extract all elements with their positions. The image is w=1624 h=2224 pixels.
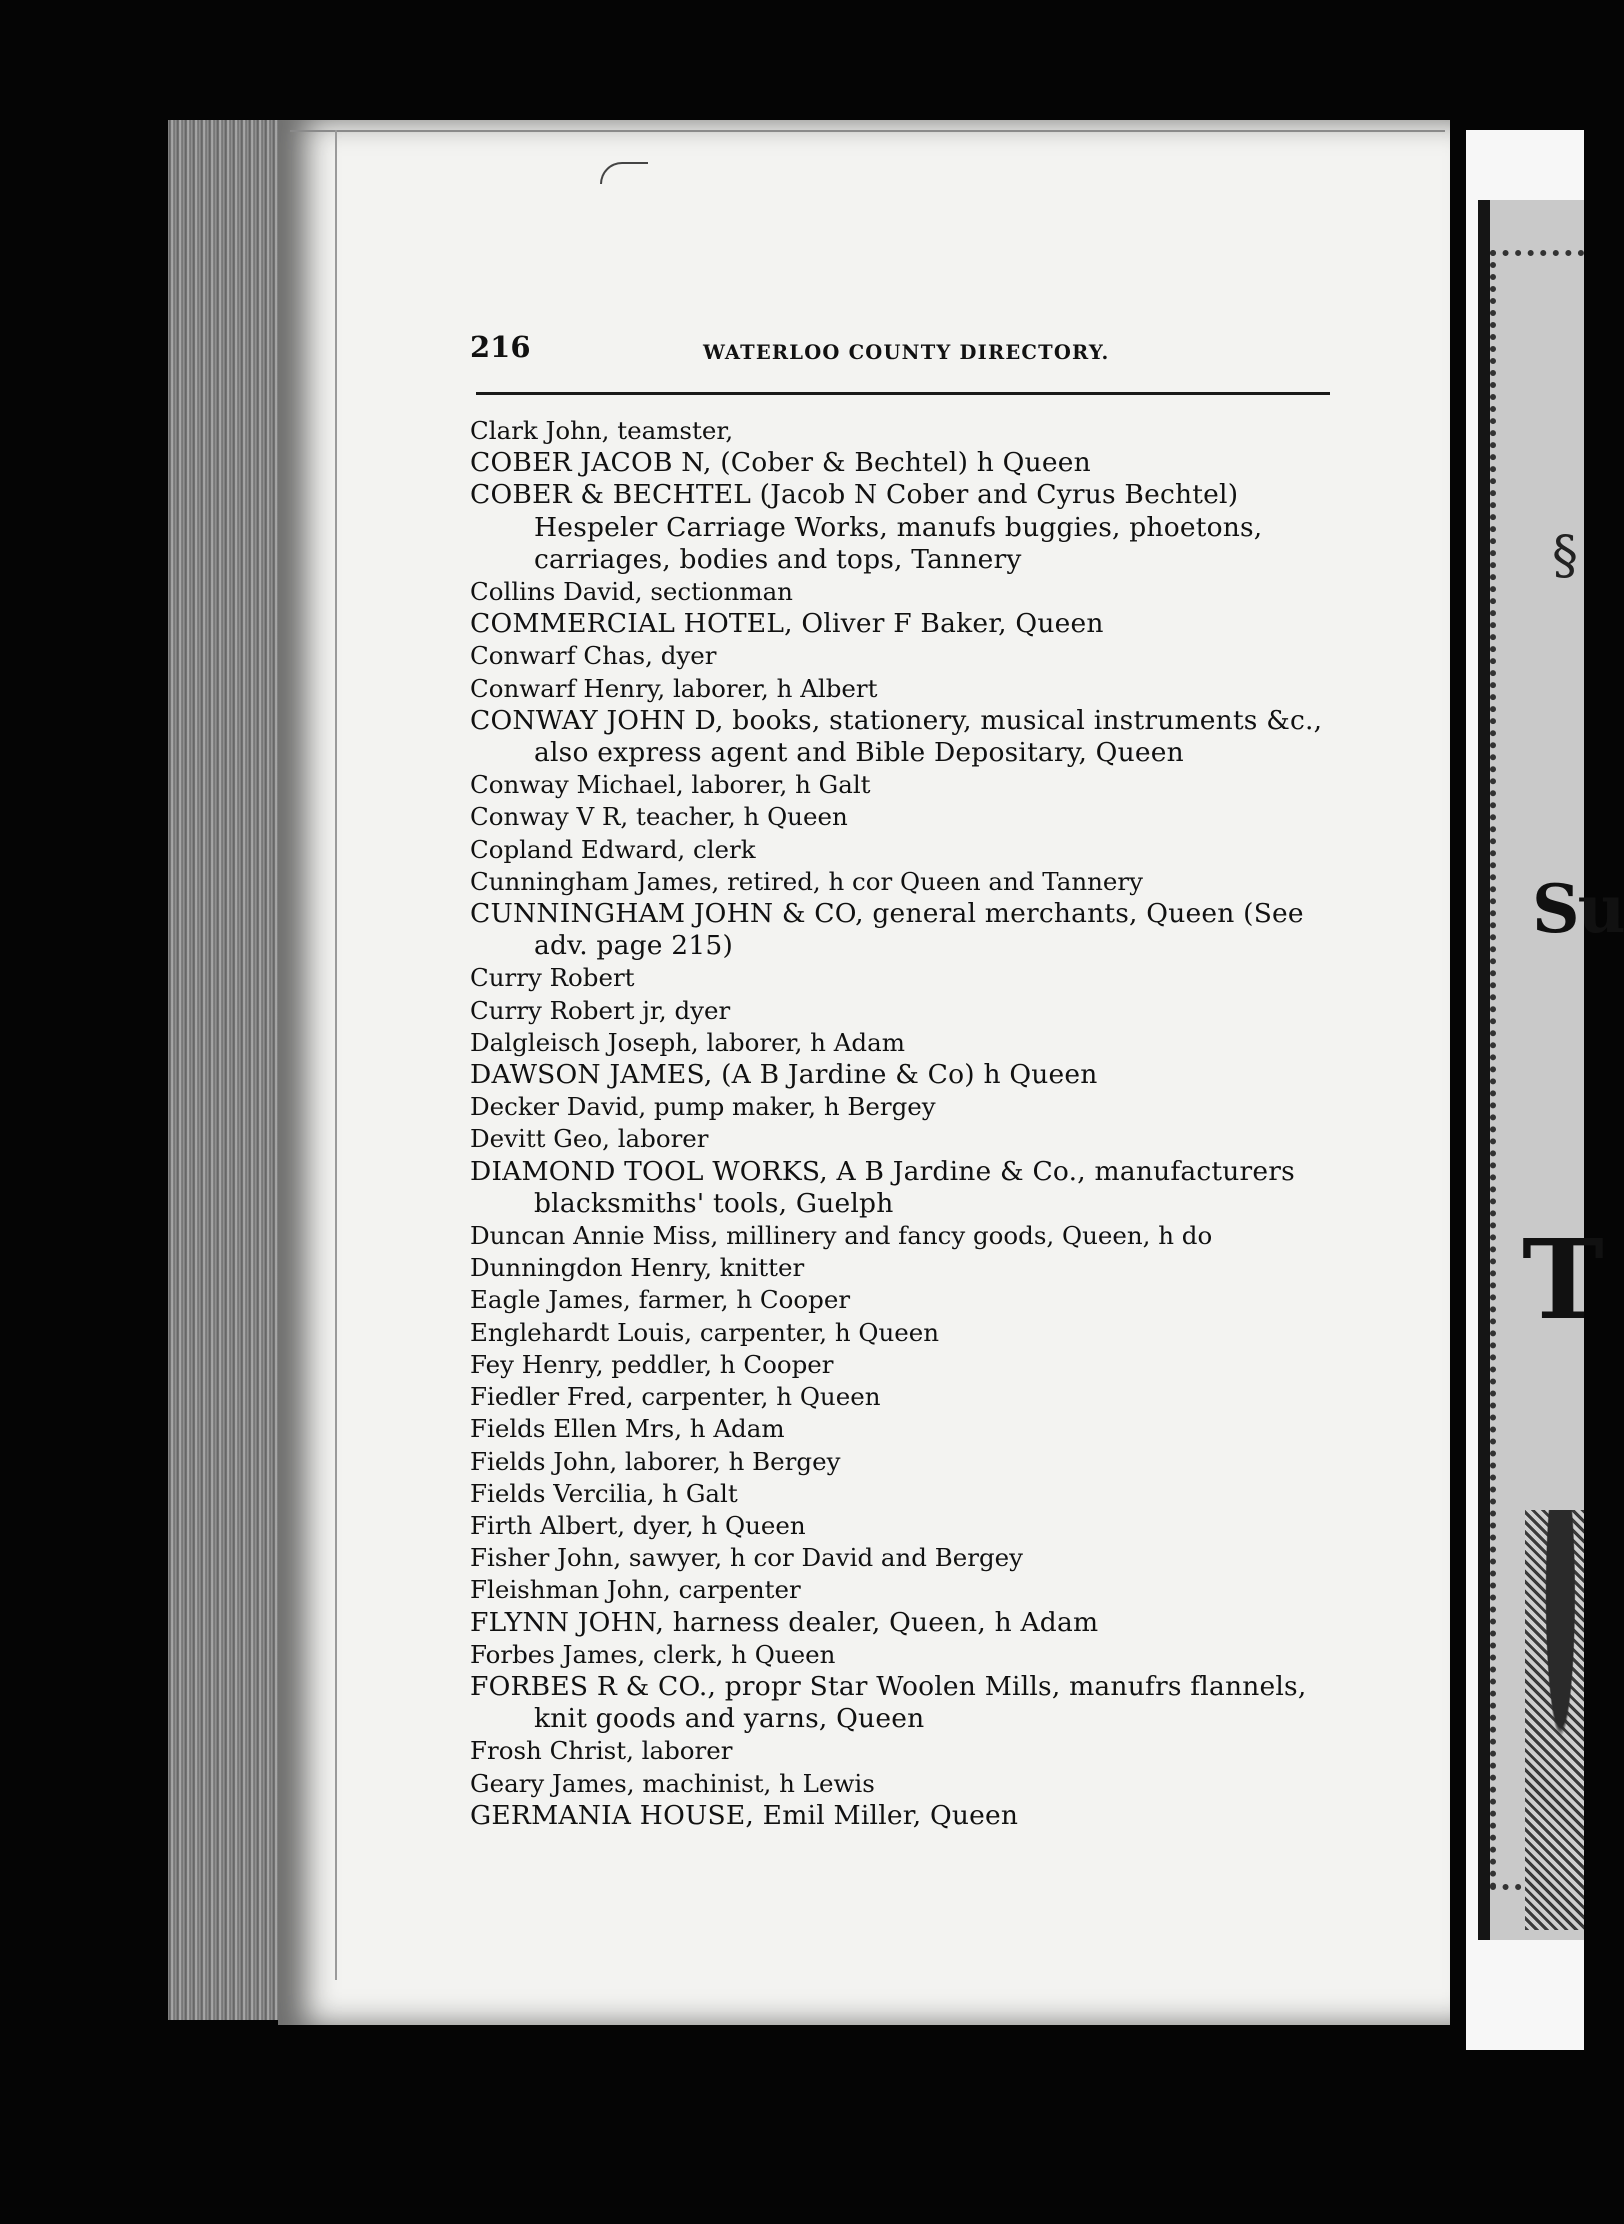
page-frame-left (335, 130, 337, 1980)
directory-entry: Curry Robert (470, 963, 635, 993)
directory-entry: Conway Michael, laborer, h Galt (470, 770, 871, 800)
directory-entry: Cunningham James, retired, h cor Queen and Tannery (470, 866, 1143, 896)
directory-entry: Curry Robert jr, dyer (470, 995, 731, 1025)
page-frame-top (290, 130, 1445, 132)
directory-entry: GERMANIA HOUSE, Emil Miller, Queen (470, 1799, 1019, 1831)
directory-entry: DIAMOND TOOL WORKS, A B Jardine & Co., manufacturers blacksmiths' tools, Guelph (470, 1155, 1295, 1219)
directory-entry: FORBES R & CO., propr Star Woolen Mills, manufrs flannels, knit goods and yarns, Queen (470, 1670, 1307, 1735)
directory-entry: Fields Vercilia, h Galt (470, 1478, 738, 1508)
directory-entry: Dalgleisch Joseph, laborer, h Adam (470, 1027, 905, 1057)
directory-entry: Firth Albert, dyer, h Queen (470, 1510, 806, 1540)
directory-entry: CUNNINGHAM JOHN & CO, general merchants, Queen (See adv. page 215) (470, 898, 1304, 962)
directory-entry: Conwarf Henry, laborer, h Albert (470, 673, 878, 703)
page-number: 216 (470, 330, 531, 364)
directory-entry: COMMERCIAL HOTEL, Oliver F Baker, Queen (470, 608, 1104, 640)
directory-entry: FLYNN JOHN, harness dealer, Queen, h Adam (470, 1606, 1099, 1638)
palm-illustration-icon (1525, 1510, 1584, 1930)
directory-entry: Copland Edward, clerk (470, 834, 756, 864)
facing-page-partial-letter: T (1522, 1215, 1604, 1344)
directory-entry: Collins David, sectionman (470, 577, 793, 607)
facing-page-partial-letters: Su (1532, 870, 1624, 948)
directory-entry: Fleishman John, carpenter (470, 1575, 801, 1605)
directory-entry: CONWAY JOHN D, books, stationery, musical instruments &c., also express agent and Bible Depositary, Queen (470, 704, 1323, 769)
directory-entry: Fields Ellen Mrs, h Adam (470, 1414, 785, 1444)
directory-entry: COBER & BECHTEL (Jacob N Cober and Cyrus Bechtel) Hespeler Carriage Works, manufs buggies, phoetons, carriages, bodies and tops, Tannery (470, 479, 1263, 575)
directory-entry: Geary James, machinist, h Lewis (470, 1768, 875, 1798)
directory-entry: Forbes James, clerk, h Queen (470, 1639, 836, 1669)
directory-entry: Fey Henry, peddler, h Cooper (470, 1349, 834, 1379)
directory-entry: Conway V R, teacher, h Queen (470, 802, 848, 832)
directory-entry: COBER JACOB N, (Cober & Bechtel) h Queen (470, 447, 1091, 479)
directory-entry: Eagle James, farmer, h Cooper (470, 1285, 851, 1315)
directory-entry: Dunningdon Henry, knitter (470, 1253, 805, 1283)
directory-entry: Conwarf Chas, dyer (470, 641, 717, 671)
directory-entry: DAWSON JAMES, (A B Jardine & Co) h Queen (470, 1059, 1098, 1091)
directory-entry: Decker David, pump maker, h Bergey (470, 1092, 936, 1122)
directory-entries (470, 415, 1350, 1832)
running-title: WATERLOO COUNTY DIRECTORY. (703, 341, 1110, 364)
directory-entry: Fisher John, sawyer, h cor David and Bergey (470, 1543, 1024, 1573)
directory-entry: Frosh Christ, laborer (470, 1736, 733, 1766)
directory-entry: Fields John, laborer, h Bergey (470, 1446, 841, 1476)
page-header (470, 330, 1332, 374)
header-rule (476, 392, 1330, 395)
directory-entry: Devitt Geo, laborer (470, 1124, 709, 1154)
directory-entry: Englehardt Louis, carpenter, h Queen (470, 1317, 940, 1347)
directory-entry: Duncan Annie Miss, millinery and fancy goods, Queen, h do (470, 1221, 1213, 1251)
directory-entry: Fiedler Fred, carpenter, h Queen (470, 1382, 881, 1412)
scroll-ornament-icon: § (1552, 526, 1578, 586)
directory-entry: Clark John, teamster, (470, 416, 734, 445)
